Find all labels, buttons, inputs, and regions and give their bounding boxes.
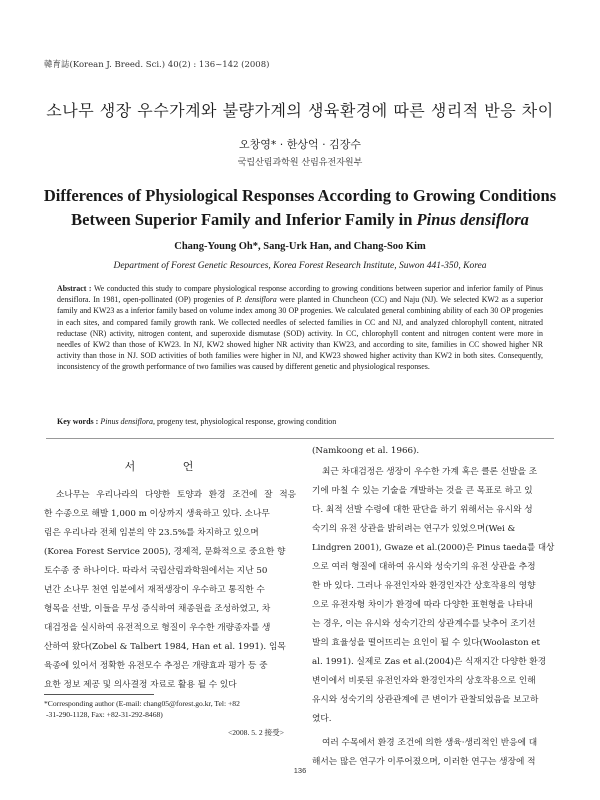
left-line: 토수종 중 하나이다. 따라서 국립산림과학원에서는 지난 50 [44,566,268,576]
right-line: 다. 최적 선발 수령에 대한 판단을 하기 위해서는 유시와 성 [312,505,533,515]
right-line: 발의 효율성을 떨어뜨리는 요인이 될 수 있다(Woolaston et [312,638,540,648]
left-line: 년간 소나무 천연 임분에서 재적생장이 우수하고 통직한 수 [44,585,265,595]
right-line: 여러 수목에서 환경 조건에 의한 생육·생리적인 반응에 대 [322,738,538,748]
abstract-label: Abstract : [57,284,92,293]
left-line: 형목을 선발, 이들을 무성 증식하여 채종원을 조성하였고, 차 [44,604,271,614]
abstract-text-1: We conducted this study to compare physiological response according to growing conditions between superior and inferior family of Pinus densiflora. In 1981, open-pollinated (OP) progenies of [57,284,544,305]
left-line: 육종에 있어서 정확한 유전모수 추정은 개량효과 평가 등 중 [44,661,268,671]
right-line: (Namkoong et al. 1966). [312,446,420,456]
footnote [44,698,296,720]
section-heading-introduction: 서 언 [124,460,216,473]
keywords [57,417,543,426]
right-line: 으로 유전자형 차이가 환경에 따라 다양한 표현형을 나타내 [312,600,533,610]
english-title-line2-prefix: Between Superior Family and Inferior Family in [71,210,417,229]
right-line: 였다. [312,714,332,724]
right-column [312,446,558,786]
left-line: 대검정을 실시하여 유전적으로 형질이 우수한 개량종자를 생 [44,623,271,633]
right-line: 유시와 성숙기의 상관관계에 큰 변이가 관찰되었음을 보고하 [312,695,539,705]
footnote-line1: *Corresponding author (E-mail: chang05@forest.go.kr, Tel: +82 [44,699,240,708]
english-title-line1: Differences of Physiological Responses According to Growing Conditions [43,186,557,205]
received-date: <2008. 5. 2 接受> [227,728,284,737]
korean-authors: 오창영* · 한상억 · 김장수 [238,138,362,151]
right-line: 숙기의 유전 상관을 밝히려는 연구가 있었으며(Wei & [312,524,516,534]
right-line: 는 경우, 이는 유시와 성숙기간의 상관계수를 낮추어 조기선 [312,619,536,629]
korean-affiliation: 국립산림과학원 산림유전자원부 [237,158,363,168]
english-title [40,184,560,232]
left-line: 산하여 왔다(Zobel & Talbert 1984, Han et al. 1991). 임목 [44,642,286,652]
english-affiliation: Department of Forest Genetic Resources, Korea Forest Research Institute, Suwon 441-350, Korea [113,261,487,271]
abstract-species: P. densiflora [236,295,277,305]
keywords-species: Pinus densiflora [100,417,153,426]
right-line: Lindgren 2001), Gwaze et al.(2000)은 Pinus taeda를 대상 [312,543,555,553]
right-line: 한 바 있다. 그러나 유전인자와 환경인자간 상호작용의 영향 [312,581,536,591]
abstract-text-2: were planted in Chuncheon (CC) and Naju (NJ). We selected KW2 as a superior family and KW23 as a inferior family based on volume index among 30 OP progenies. We calculated general combining ability of each 30 OP progenies in each sites, and compared family growth rank. We collected needles of selected families in CC and NJ, and analyzed chlorophyll content, nitrated reductase (NR) activity, nitrogen content, and superoxide dismutase (SOD) activity. In CC, chlorophyll content and nitrogen content were more in needles of KW2 than those of KW23. In NJ, KW2 showed higher NR activity than KW23, and according to site, families in CC showed higher NR activity than those in NJ. SOD activities of both families were higher in NJ, and KW23 showed higher activity than KW2 in both sites. Consequently, inconsistency of the growth performance of two families was caused by different genetic and physiological responses. [57,295,543,372]
left-line: 소나무는 우리나라의 다양한 토양과 환경 조건에 잘 적응 [56,490,296,500]
english-title-species: Pinus densiflora [416,210,529,229]
right-line: 으로 여러 형질에 대하여 유시와 성숙기의 유전 상관을 추정 [312,562,536,572]
abstract [57,283,543,373]
left-line: 림은 우리나라 전체 임분의 약 23.5%를 차지하고 있으며 [44,528,259,538]
left-line: 한 수종으로 해발 1,000 m 이상까지 생육하고 있다. 소나무 [44,509,270,519]
keywords-label: Key words : [57,417,99,426]
korean-title: 소나무 생장 우수가계와 불량가계의 생육환경에 따른 생리적 반응 차이 [46,101,554,120]
keywords-rest: , progeny test, physiological response, growing condition [153,417,337,426]
right-line: 기에 마칠 수 있는 기술을 개발하는 것을 큰 목표로 하고 있 [312,486,533,496]
english-authors: Chang-Young Oh*, Sang-Urk Han, and Chang-Soo Kim [174,241,426,252]
right-line: 해서는 많은 연구가 이루어졌으며, 이러한 연구는 생장에 적 [312,757,536,767]
footnote-line2: -31-290-1128, Fax: +82-31-292-8468) [46,710,163,719]
left-line: 요한 정보 제공 및 의사결정 자료로 활용 될 수 있다 [44,680,237,690]
right-line: 최근 차대검정은 생장이 우수한 가계 혹은 클론 선발을 조 [322,467,538,477]
right-line: al. 1991). 실제로 Zas et al.(2004)은 식재지간 다양한 환경 [312,657,547,667]
journal-header: 韓育誌(Korean J. Breed. Sci.) 40(2) : 136~142 (2008) [44,60,270,70]
left-line: (Korea Forest Service 2005), 경제적, 문화적으로 중요한 향 [44,547,286,557]
page-number: 136 [293,766,307,775]
right-line: 변이에서 비롯된 유전인자와 환경인자의 상호작용으로 인해 [312,676,536,686]
english-title-line2 [40,208,560,232]
footnote-rule [44,694,154,695]
section-divider [46,438,554,439]
